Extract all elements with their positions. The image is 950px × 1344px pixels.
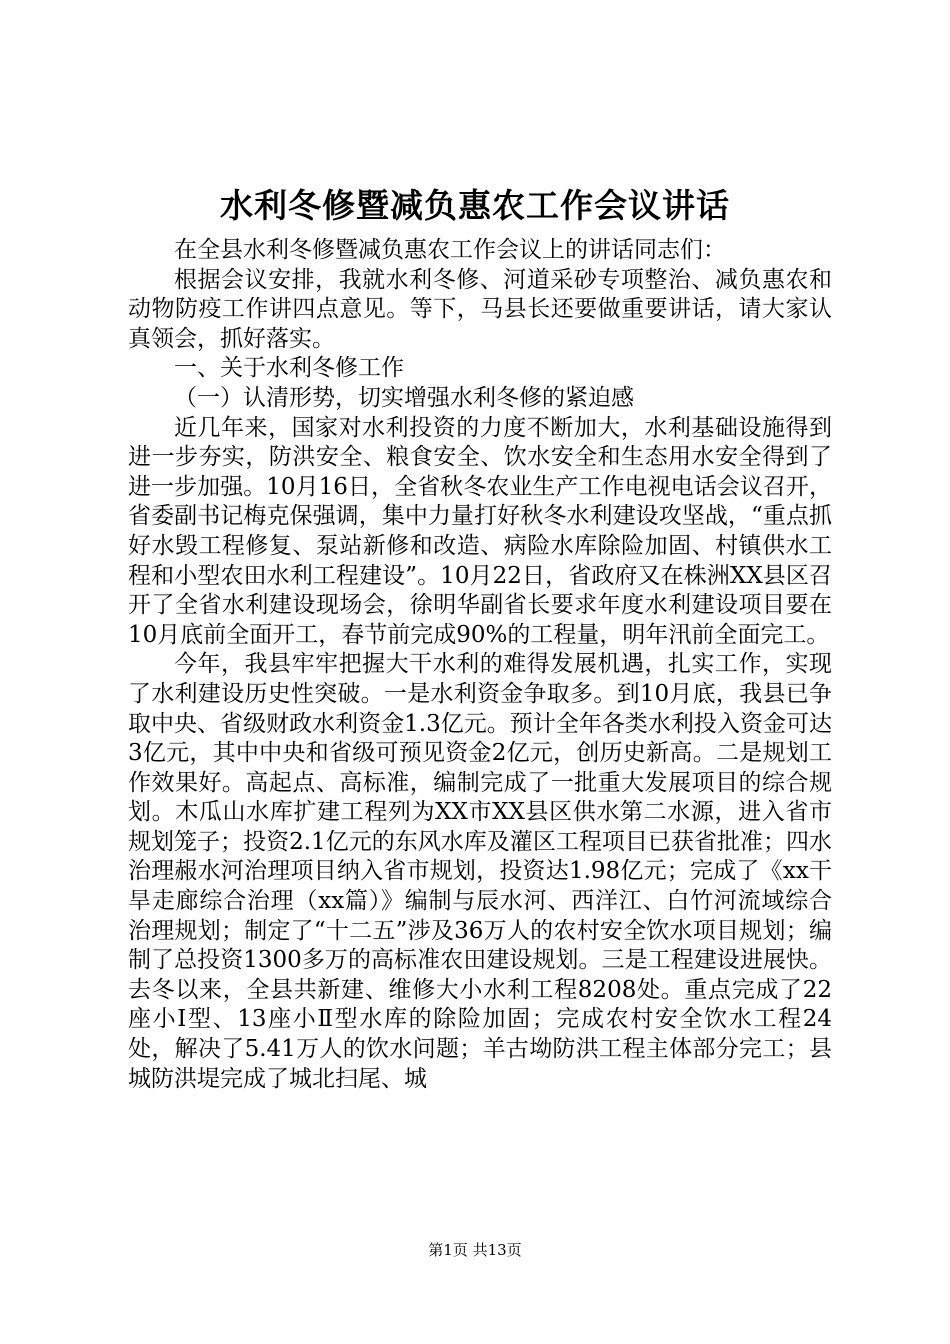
intro-paragraph: 根据会议安排，我就水利冬修、河道采砂专项整治、减负惠农和动物防疫工作讲四点意见。等下，马县长还要做重要讲话，请大家认真领会，抓好落实。 [128,266,832,352]
subsection-heading: （一）认清形势，切实增强水利冬修的紧迫感 [174,384,634,411]
document-title: 水利冬修暨减负惠农工作会议讲话 [220,186,730,225]
document-body [128,236,832,1094]
page-number-footer: 第1页 共13页 [428,1241,522,1259]
body-paragraph: 今年，我县牢牢把握大干水利的难得发展机遇，扎实工作，实现了水利建设历史性突破。一是水利资金争取多。到10月底，我县已争取中央、省级财政水利资金1.3亿元。预计全年各类水利投入资金可达3亿元，其中中央和省级可预见资金2亿元，创历史新高。二是规划工作效果好。高起点、高标准，编制完成了一批重大发展项目的综合规划。木瓜山水库扩建工程列为XX市XX县区供水第二水源，进入省市规划笼子；投资2.1亿元的东风水库及灌区工程项目已获省批准；四水治理赧水河治理项目纳入省市规划，投资达1.98亿元；完成了《xx干旱走廊综合治理（xx篇）》编制与辰水河、西洋江、白竹河流域综合治理规划；制定了“十二五”涉及36万人的农村安全饮水项目规划；编制了总投资1300多万的高标准农田建设规划。三是工程建设进展快。去冬以来，全县共新建、维修大小水利工程8208处。重点完成了22座小Ⅰ型、13座小Ⅱ型水库的除险加固；完成农村安全饮水工程24处，解决了5.41万人的饮水问题；羊古坳防洪工程主体部分完工；县城防洪堤完成了城北扫尾、城 [128,651,832,1092]
salutation-paragraph: 在全县水利冬修暨减负惠农工作会议上的讲话同志们： [174,237,726,263]
section-heading: 一、关于水利冬修工作 [174,355,404,382]
body-paragraph: 近几年来，国家对水利投资的力度不断加大，水利基础设施得到进一步夯实，防洪安全、粮食安全、饮水安全和生态用水安全得到了进一步加强。10月16日，全省秋冬农业生产工作电视电话会议召开，省委副书记梅克保强调，集中力量打好秋冬水利建设攻坚战，“重点抓好水毁工程修复、泵站新修和改造、病险水库除险加固、村镇供水工程和小型农田水利工程建设”。10月22日，省政府又在株洲XX县区召开了全省水利建设现场会，徐明华副省长要求年度水利建设项目要在10月底前全面开工，春节前完成90%的工程量，明年汛前全面完工。 [128,414,832,648]
